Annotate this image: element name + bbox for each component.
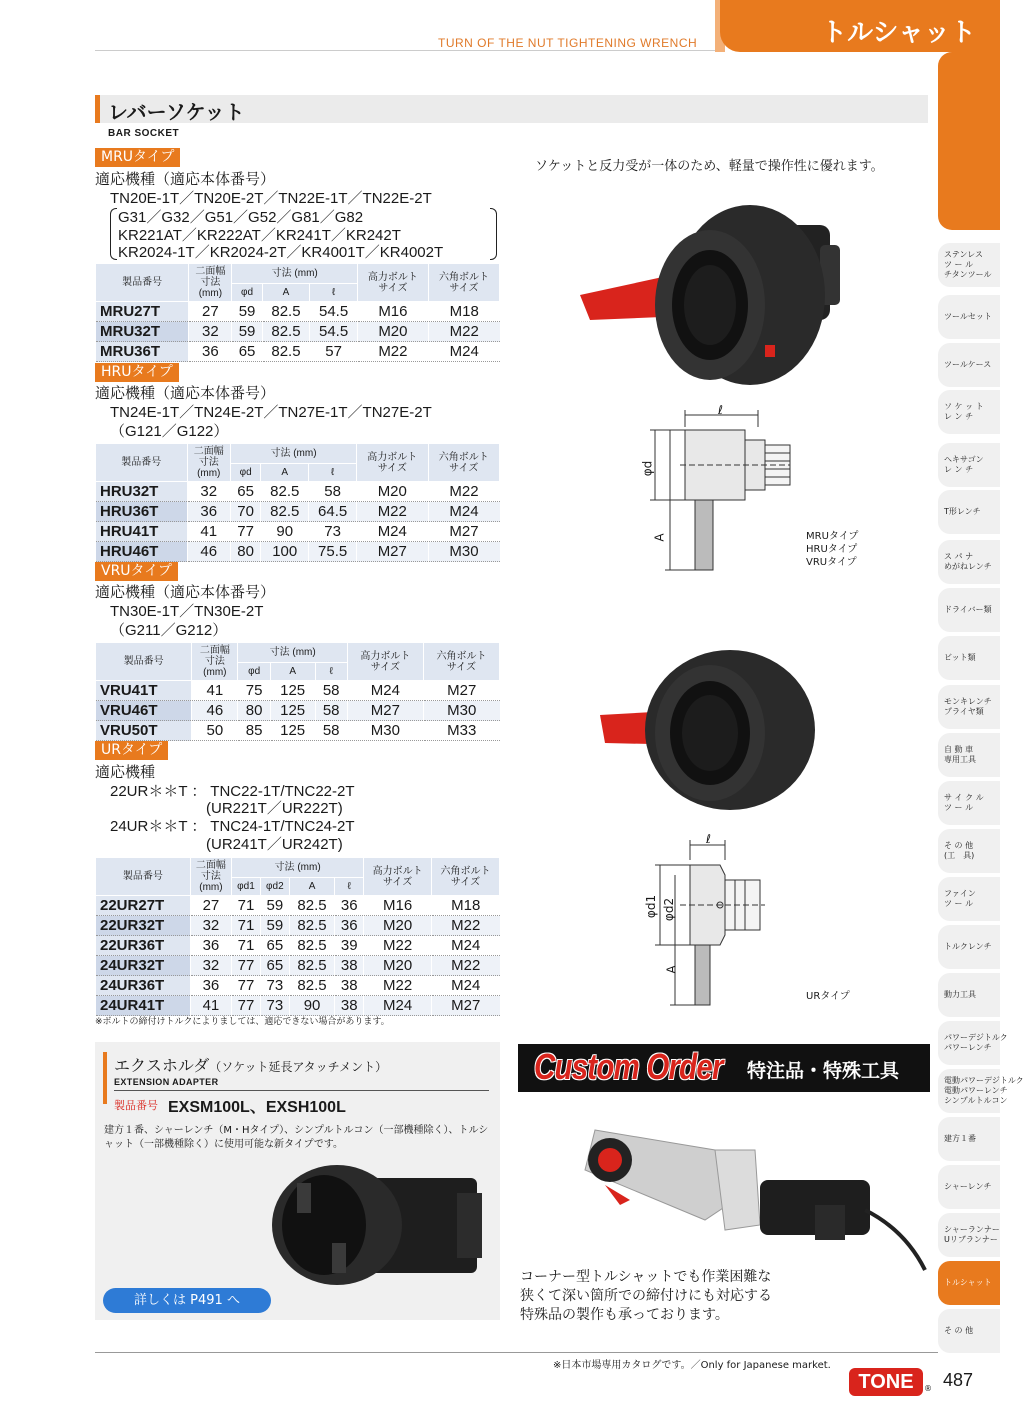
table-row <box>96 502 500 522</box>
table-cell: M33 <box>423 721 499 741</box>
side-tab[interactable]: シャーレンチ <box>938 1165 1000 1209</box>
table-cell: 80 <box>230 542 260 562</box>
part-number-cell: 24UR41T <box>96 996 191 1016</box>
hru-applicable-label: 適応機種（適応本体番号） <box>95 385 276 402</box>
ur-spec-table <box>95 857 500 1016</box>
table-row <box>96 721 500 741</box>
category-tab: トルシャット <box>720 0 1000 52</box>
table-cell: 82.5 <box>289 936 335 956</box>
table-cell: 71 <box>232 916 261 936</box>
table-cell: 125 <box>270 721 315 741</box>
table-cell: M22 <box>432 916 500 936</box>
table-cell: 73 <box>309 522 357 542</box>
table-cell: 82.5 <box>262 342 310 362</box>
table-row <box>96 681 500 701</box>
see-page-link[interactable]: 詳しくは P491 へ <box>103 1288 271 1313</box>
side-accent <box>938 52 1000 230</box>
col-header-hs-bolt: 高力ボルト サイズ <box>357 264 428 302</box>
side-tab[interactable]: トルクレンチ <box>938 925 1000 969</box>
mru-applicable-line: KR2024-1T／KR2024-2T／KR4001T／KR4002T <box>118 244 444 261</box>
registered-mark: ® <box>924 1384 932 1393</box>
col-header-part-number: 製品番号 <box>96 858 191 896</box>
table-cell: M22 <box>428 482 500 502</box>
col-header-hs-bolt: 高力ボルト サイズ <box>357 444 428 482</box>
side-tab[interactable]: モンキレンチ プライヤ類 <box>938 685 1000 729</box>
table-cell: 36 <box>189 342 232 362</box>
side-tab[interactable]: ステンレス ツ ー ル チタンツール <box>938 243 1000 287</box>
vru-applicable-line: TN30E-1T／TN30E-2T <box>110 603 264 620</box>
table-row <box>96 996 500 1016</box>
part-number-cell: 22UR27T <box>96 896 191 916</box>
table-cell: M27 <box>357 542 428 562</box>
diagram-a-label: A <box>652 533 667 542</box>
diagram-phid1-label: φd1 <box>644 894 659 919</box>
table-cell: M30 <box>428 542 500 562</box>
ur-applicable-line: (UR221T／UR222T) <box>206 800 343 817</box>
col-header-dim: φd <box>230 464 260 482</box>
vru-badge: VRUタイプ <box>95 562 178 581</box>
col-header-width-across: 二面幅 寸法 (mm) <box>187 444 230 482</box>
table-cell: M18 <box>432 896 500 916</box>
table-cell: M30 <box>347 721 423 741</box>
table-cell: 73 <box>260 976 289 996</box>
table-cell: 36 <box>335 896 364 916</box>
extension-pn-label: 製品番号 <box>114 1099 158 1112</box>
side-tab[interactable]: パワーデジトルク パワーレンチ <box>938 1021 1000 1065</box>
extension-accent <box>103 1052 107 1104</box>
market-note: ※日本市場専用カタログです。／Only for Japanese market. <box>553 1360 831 1371</box>
col-header-hex-bolt: 六角ボルト サイズ <box>428 264 499 302</box>
table-cell: 100 <box>261 542 309 562</box>
mru-applicable-line: KR221AT／KR222AT／KR241T／KR242T <box>118 227 401 244</box>
table-cell: 82.5 <box>262 322 310 342</box>
diagram-l-label: ℓ <box>706 832 711 846</box>
corner-tool-photo <box>565 1110 935 1270</box>
col-header-dim: ℓ <box>335 878 364 896</box>
table-cell: 77 <box>232 956 261 976</box>
col-header-dim: A <box>262 284 310 302</box>
side-tab[interactable]: ファイン ツ ー ル <box>938 877 1000 921</box>
table-cell: 58 <box>315 681 347 701</box>
mru-applicable-line: G31／G32／G51／G52／G81／G82 <box>118 209 364 226</box>
section-subtitle: BAR SOCKET <box>108 128 180 139</box>
col-header-dimensions: 寸法 (mm) <box>230 444 356 464</box>
table-cell: 85 <box>238 721 270 741</box>
side-tab[interactable]: 建方１番 <box>938 1117 1000 1161</box>
table-cell: 65 <box>232 342 262 362</box>
table-row <box>96 976 500 996</box>
custom-order-desc-text: コーナー型トルシャットでも作業困難な 狭くて深い箇所での締付けにも対応する 特殊品の製作も承っております。 <box>520 1269 772 1323</box>
table-cell: 90 <box>289 996 335 1016</box>
vru-spec-table <box>95 642 500 741</box>
side-tab[interactable]: そ の 他 (工 具) <box>938 829 1000 873</box>
footer-rule <box>95 1352 938 1353</box>
table-cell: 125 <box>270 701 315 721</box>
col-header-hs-bolt: 高力ボルト サイズ <box>347 643 423 681</box>
table-cell: 32 <box>190 956 231 976</box>
table-cell: 46 <box>187 542 230 562</box>
part-number-cell: HRU32T <box>96 482 188 502</box>
side-tab[interactable]: ドライバー類 <box>938 588 1000 632</box>
side-tab[interactable]: ツールセット <box>938 295 1000 339</box>
table-row <box>96 322 500 342</box>
table-cell: 65 <box>260 956 289 976</box>
col-header-hex-bolt: 六角ボルト サイズ <box>432 858 500 896</box>
part-number-cell: HRU36T <box>96 502 188 522</box>
table-cell: 65 <box>230 482 260 502</box>
table-cell: 36 <box>190 936 231 956</box>
extension-description: 建方１番、シャーレンチ（M・Hタイプ）、シンプルトルコン（一部機種除く）、トルシャット（一部機種除く）に使用可能な新タイプです。 <box>104 1125 489 1150</box>
intro-text: ソケットと反力受が一体のため、軽量で操作性に優れます。 <box>535 159 884 174</box>
table-cell: 80 <box>238 701 270 721</box>
col-header-dimensions: 寸法 (mm) <box>238 643 347 663</box>
table-cell: 82.5 <box>289 976 335 996</box>
col-header-part-number: 製品番号 <box>96 444 188 482</box>
table-row <box>96 342 500 362</box>
ur-applicable-line: (UR241T／UR242T) <box>206 836 343 853</box>
col-header-width-across: 二面幅 寸法 (mm) <box>190 858 231 896</box>
table-cell: M27 <box>428 522 500 542</box>
mru-dimension-diagram <box>640 405 810 575</box>
table-cell: M24 <box>428 502 500 522</box>
torque-note: ※ボルトの締付けトルクによりましては、適応できない場合があります。 <box>95 1017 390 1027</box>
table-row <box>96 482 500 502</box>
table-cell: 65 <box>260 936 289 956</box>
table-cell: 32 <box>189 322 232 342</box>
col-header-width-across: 二面幅 寸法 (mm) <box>192 643 238 681</box>
part-number-cell: 24UR36T <box>96 976 191 996</box>
table-cell: 54.5 <box>310 322 358 342</box>
diagram-phid-label: φd <box>640 460 655 477</box>
table-cell: 57 <box>310 342 358 362</box>
ur-applicable-label: 適応機種 <box>95 764 156 781</box>
table-cell: M20 <box>357 322 428 342</box>
page-number: 487 <box>943 1370 974 1390</box>
table-cell: M24 <box>364 996 432 1016</box>
table-cell: 38 <box>335 956 364 976</box>
col-header-dim: ℓ <box>310 284 358 302</box>
ur-applicable-line: 24UR＊＊T ： TNC24-1T/TNC24-2T <box>110 818 355 835</box>
table-cell: M27 <box>347 701 423 721</box>
table-cell: M27 <box>423 681 499 701</box>
table-cell: 59 <box>260 916 289 936</box>
col-header-dim: ℓ <box>315 663 347 681</box>
part-number-cell: 22UR36T <box>96 936 191 956</box>
extension-pn: EXSM100L、EXSH100L <box>168 1099 346 1116</box>
part-number-cell: VRU41T <box>96 681 192 701</box>
table-cell: 90 <box>261 522 309 542</box>
mru-applicable-line: TN20E-1T／TN20E-2T／TN22E-1T／TN22E-2T <box>110 190 432 207</box>
table-cell: M22 <box>364 936 432 956</box>
side-tab[interactable]: ツールケース <box>938 343 1000 387</box>
table-cell: 27 <box>189 302 232 322</box>
vru-applicable-line: （G211／G212） <box>110 622 228 639</box>
extension-title-sub: （ソケット延長アタッチメント） <box>209 1060 388 1074</box>
table-cell: 32 <box>187 482 230 502</box>
col-header-dim: A <box>270 663 315 681</box>
part-number-cell: VRU50T <box>96 721 192 741</box>
ur-dimension-diagram <box>650 832 780 1015</box>
table-cell: M24 <box>432 936 500 956</box>
diagram-type-label: URタイプ <box>806 991 850 1002</box>
table-cell: 59 <box>260 896 289 916</box>
col-header-width-across: 二面幅 寸法 (mm) <box>189 264 232 302</box>
table-row <box>96 522 500 542</box>
table-cell: 39 <box>335 936 364 956</box>
table-cell: 59 <box>232 322 262 342</box>
part-number-cell: 24UR32T <box>96 956 191 976</box>
table-cell: 82.5 <box>289 956 335 976</box>
col-header-dim: ℓ <box>309 464 357 482</box>
table-cell: 36 <box>190 976 231 996</box>
table-cell: 82.5 <box>289 916 335 936</box>
diagram-type-labels: MRUタイプ HRUタイプ VRUタイプ <box>806 531 859 568</box>
col-header-part-number: 製品番号 <box>96 264 189 302</box>
table-cell: M24 <box>428 342 499 362</box>
table-cell: 32 <box>190 916 231 936</box>
col-header-dim: φd <box>238 663 270 681</box>
custom-order-en: Custom Order <box>534 1046 723 1087</box>
part-number-cell: MRU36T <box>96 342 189 362</box>
hru-applicable-line: （G121／G122） <box>110 423 229 440</box>
mru-applicable-label: 適応機種（適応本体番号） <box>95 171 276 188</box>
table-cell: M20 <box>364 956 432 976</box>
extension-rule <box>114 1090 489 1091</box>
ur-applicable-line: 22UR＊＊T ： TNC22-1T/TNC22-2T <box>110 783 355 800</box>
table-row <box>96 916 500 936</box>
col-header-dimensions: 寸法 (mm) <box>232 264 357 284</box>
col-header-dim: A <box>261 464 309 482</box>
col-header-hex-bolt: 六角ボルト サイズ <box>428 444 500 482</box>
table-cell: 64.5 <box>309 502 357 522</box>
hru-applicable-line: TN24E-1T／TN24E-2T／TN27E-1T／TN27E-2T <box>110 404 432 421</box>
side-tab[interactable]: サ イ ク ル ツ ー ル <box>938 781 1000 825</box>
hru-spec-table <box>95 443 500 562</box>
extension-en: EXTENSION ADAPTER <box>114 1077 219 1087</box>
table-cell: 82.5 <box>261 502 309 522</box>
table-cell: 75 <box>238 681 270 701</box>
table-cell: 46 <box>192 701 238 721</box>
section-title-accent <box>95 95 100 123</box>
side-tab[interactable]: T形レンチ <box>938 490 1000 534</box>
mru-spec-table <box>95 263 500 362</box>
side-tab[interactable]: ス パ ナ めがねレンチ <box>938 540 1000 584</box>
col-header-hex-bolt: 六角ボルト サイズ <box>423 643 499 681</box>
table-cell: 71 <box>232 896 261 916</box>
brand-logo: TONE <box>849 1368 923 1396</box>
mru-socket-photo <box>575 185 855 395</box>
side-tab[interactable]: ヘキサゴン レ ン チ <box>938 443 1000 487</box>
diagram-l-label: ℓ <box>718 403 723 417</box>
table-row <box>96 936 500 956</box>
table-cell: M22 <box>364 976 432 996</box>
table-row <box>96 701 500 721</box>
part-number-cell: HRU41T <box>96 522 188 542</box>
vru-applicable-label: 適応機種（適応本体番号） <box>95 584 276 601</box>
table-cell: 41 <box>192 681 238 701</box>
side-tab[interactable]: ビット類 <box>938 636 1000 680</box>
table-row <box>96 302 500 322</box>
table-cell: 82.5 <box>261 482 309 502</box>
table-cell: M20 <box>364 916 432 936</box>
extension-adapter-photo <box>262 1158 487 1288</box>
col-header-hs-bolt: 高力ボルト サイズ <box>364 858 432 896</box>
side-tab[interactable]: そ の 他 <box>938 1309 1000 1353</box>
table-cell: 58 <box>309 482 357 502</box>
table-cell: 73 <box>260 996 289 1016</box>
part-number-cell: HRU46T <box>96 542 188 562</box>
table-cell: 36 <box>187 502 230 522</box>
header-rule <box>95 50 720 51</box>
ur-socket-photo <box>595 645 825 815</box>
table-cell: M22 <box>432 956 500 976</box>
table-cell: 125 <box>270 681 315 701</box>
table-cell: 58 <box>315 701 347 721</box>
table-cell: M24 <box>357 522 428 542</box>
table-cell: M24 <box>347 681 423 701</box>
table-cell: M24 <box>432 976 500 996</box>
custom-order-jp: 特注品・特殊工具 <box>747 1060 900 1082</box>
side-tab[interactable]: トルシャット <box>938 1261 1000 1305</box>
mru-badge: MRUタイプ <box>95 148 180 167</box>
part-number-cell: MRU32T <box>96 322 189 342</box>
part-number-cell: VRU46T <box>96 701 192 721</box>
col-header-dimensions: 寸法 (mm) <box>232 858 364 878</box>
table-cell: 77 <box>230 522 260 542</box>
table-row <box>96 542 500 562</box>
bracket-right <box>490 208 497 260</box>
table-cell: 59 <box>232 302 262 322</box>
section-title: レバーソケット <box>108 100 245 124</box>
side-tab[interactable]: シャーランナー Uリブランナー <box>938 1213 1000 1257</box>
table-cell: M20 <box>357 482 428 502</box>
header-english: TURN OF THE NUT TIGHTENING WRENCH <box>438 36 698 50</box>
table-cell: M18 <box>428 302 499 322</box>
table-cell: 82.5 <box>262 302 310 322</box>
part-number-cell: 22UR32T <box>96 916 191 936</box>
table-cell: 77 <box>232 996 261 1016</box>
side-tab[interactable]: 動力工具 <box>938 973 1000 1017</box>
table-cell: M16 <box>364 896 432 916</box>
table-cell: 50 <box>192 721 238 741</box>
part-number-cell: MRU27T <box>96 302 189 322</box>
table-cell: M27 <box>432 996 500 1016</box>
hru-badge: HRUタイプ <box>95 363 179 382</box>
table-row <box>96 896 500 916</box>
col-header-dim: φd <box>232 284 262 302</box>
extension-title <box>114 1053 387 1076</box>
extension-title-main: エクスホルダ <box>114 1056 210 1075</box>
col-header-dim: φd2 <box>260 878 289 896</box>
table-cell: M30 <box>423 701 499 721</box>
col-header-dim: A <box>289 878 335 896</box>
table-cell: 27 <box>190 896 231 916</box>
side-tab[interactable]: ソ ケ ッ ト レ ン チ <box>938 390 1000 434</box>
table-cell: 41 <box>190 996 231 1016</box>
table-cell: 70 <box>230 502 260 522</box>
bracket-left <box>110 208 117 260</box>
table-cell: M16 <box>357 302 428 322</box>
table-cell: M22 <box>357 342 428 362</box>
table-cell: 41 <box>187 522 230 542</box>
table-cell: 38 <box>335 976 364 996</box>
table-cell: M22 <box>428 322 499 342</box>
col-header-dim: φd1 <box>232 878 261 896</box>
table-cell: M22 <box>357 502 428 522</box>
table-cell: 71 <box>232 936 261 956</box>
table-cell: 82.5 <box>289 896 335 916</box>
ur-badge: URタイプ <box>95 741 168 760</box>
table-cell: 75.5 <box>309 542 357 562</box>
diagram-phid2-label: φd2 <box>662 897 677 922</box>
table-cell: 36 <box>335 916 364 936</box>
col-header-part-number: 製品番号 <box>96 643 192 681</box>
side-tab[interactable]: 電動パワーデジトルク 電動パワーレンチ シンプルトルコン <box>938 1069 1000 1113</box>
side-tab[interactable]: 自 動 車 専用工具 <box>938 733 1000 777</box>
table-cell: 54.5 <box>310 302 358 322</box>
diagram-a-label: A <box>664 965 679 974</box>
custom-order-description <box>520 1268 772 1325</box>
table-cell: 77 <box>232 976 261 996</box>
table-row <box>96 956 500 976</box>
table-cell: 58 <box>315 721 347 741</box>
table-cell: 38 <box>335 996 364 1016</box>
